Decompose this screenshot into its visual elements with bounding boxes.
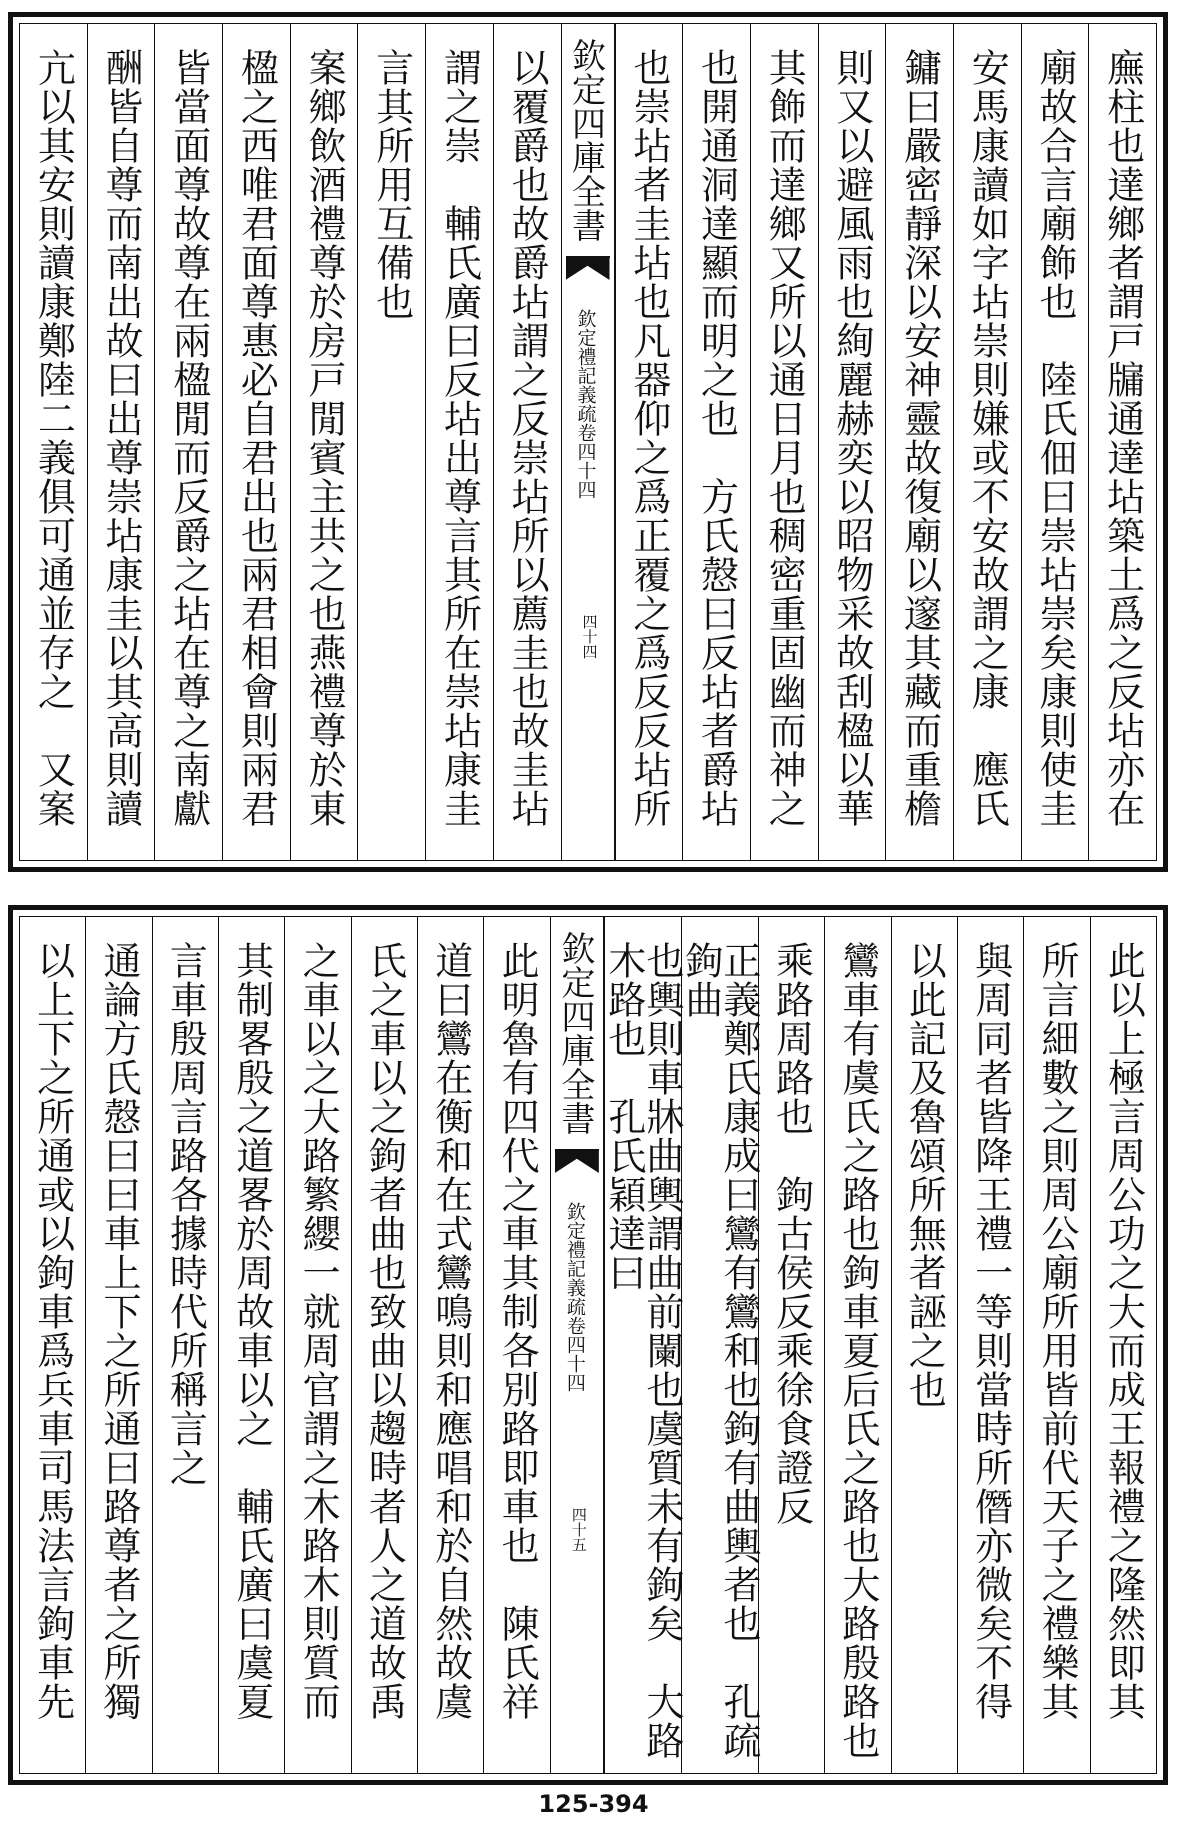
- column-text: 其制畧殷之道畧於周故車以之 輔氏廣曰虞夏: [229, 941, 274, 1721]
- text-column: [1090, 917, 1156, 1773]
- text-column: [222, 24, 290, 860]
- column-text: 所言細數之則周公廟所用皆前代天子之禮樂其: [1034, 941, 1079, 1721]
- text-column: [824, 917, 890, 1773]
- book-title: 欽定四庫全書: [554, 931, 595, 1135]
- column-text: 廟故合言廟飾也 陸氏佃曰崇坫崇矣康則使圭: [1032, 48, 1077, 828]
- column-text: 其飾而達鄉又所以通日月也稠密重固幽而神之: [762, 48, 807, 828]
- text-column: [483, 917, 549, 1773]
- text-column: [152, 917, 218, 1773]
- fishtail-mark-icon: [555, 1149, 599, 1181]
- column-text: 以上下之所通或以鉤車爲兵車司馬法言鉤車先: [30, 941, 75, 1721]
- column-text: 之車以之大路繁纓一就周官謂之木路木則質而: [296, 941, 341, 1721]
- bottom-page-columns: [20, 917, 1156, 1773]
- volume-title: 欽定禮記義疏卷四十四: [563, 1202, 586, 1392]
- text-column: [154, 24, 222, 860]
- column-text: 安馬康讀如字坫崇則嫌或不安故謂之康 應氏: [965, 48, 1010, 828]
- column-text: 正義鄭氏康成曰鸞有鸞和也鉤有曲輿者也 孔疏鉤曲: [678, 941, 761, 1760]
- column-text: 與周同者皆降王禮一等則當時所僭亦微矣不得: [968, 941, 1013, 1721]
- column-text: 言其所用互備也: [369, 48, 414, 321]
- column-text: 氏之車以之鉤者曲也致曲以趨時者人之道故禹: [362, 941, 407, 1721]
- text-column: [20, 917, 85, 1773]
- fishtail-mark-icon: [566, 256, 610, 288]
- text-column: [290, 24, 358, 860]
- column-text: 廡柱也達鄉者謂戸牖通達坫築土爲之反坫亦在: [1100, 48, 1145, 828]
- column-text: 也崇坫者圭坫也凡器仰之爲正覆之爲反反坫所: [626, 48, 671, 828]
- column-text: 以覆爵也故爵坫謂之反崇坫所以薦圭也故圭坫: [505, 48, 550, 828]
- text-column: [351, 917, 417, 1773]
- column-text: 也開通洞達顯而明之也 方氏慤曰反坫者爵坫: [694, 48, 739, 828]
- text-column: [284, 917, 350, 1773]
- text-column: [615, 24, 683, 860]
- page-number: 125-394: [538, 1790, 649, 1818]
- column-text: 酬皆自尊而南出故曰出尊崇坫康圭以其高則讀: [99, 48, 144, 828]
- text-column: [885, 24, 953, 860]
- column-text: 此明魯有四代之車其制各別路即車也 陳氏祥: [495, 941, 540, 1721]
- leaf-number: 四十五: [569, 1507, 588, 1552]
- text-column: [218, 917, 284, 1773]
- text-column: [758, 917, 824, 1773]
- top-page-frame: [8, 12, 1168, 872]
- column-text: 言車殷周言路各據時代所稱言之: [163, 941, 208, 1487]
- text-column: [601, 917, 684, 1773]
- column-text: 通論方氏慤曰曰車上下之所通曰路尊者之所獨: [97, 941, 141, 1721]
- text-column: [1088, 24, 1156, 860]
- text-column: [818, 24, 886, 860]
- volume-title: 欽定禮記義疏卷四十四: [574, 309, 597, 499]
- bottom-page-frame: [8, 905, 1168, 1785]
- text-column: [87, 24, 155, 860]
- column-text: 鏞曰嚴密靜深以安神靈故復廟以邃其藏而重檐: [897, 48, 942, 828]
- column-text: 皆當面尊故尊在兩楹閒而反爵之坫在尊之南獻: [166, 48, 211, 828]
- text-column: [20, 24, 87, 860]
- text-column: [678, 917, 761, 1773]
- text-column: [1021, 24, 1089, 860]
- fold-center-column: [561, 24, 615, 860]
- book-title: 欽定四庫全書: [565, 38, 606, 242]
- column-text: 則又以避風雨也絢麗赫奕以昭物采故刮楹以華: [829, 48, 874, 828]
- top-page-columns: [20, 24, 1156, 860]
- text-column: [357, 24, 425, 860]
- text-column: [953, 24, 1021, 860]
- text-column: [85, 917, 151, 1773]
- column-text: 案鄉飲酒禮尊於房戸閒賓主共之也燕禮尊於東: [302, 48, 347, 828]
- text-column: [682, 24, 750, 860]
- fold-center-column: [550, 917, 604, 1773]
- text-column: [750, 24, 818, 860]
- bottom-page-text-block: [19, 916, 1157, 1774]
- column-text: 亢以其安則讀康鄭陸二義俱可通並存之 又案: [31, 48, 76, 828]
- column-text: 此以上極言周公功之大而成王報禮之隆然即其: [1101, 941, 1146, 1721]
- text-column: [1023, 917, 1089, 1773]
- column-text: 以此記及魯頌所無者誣之也: [902, 941, 947, 1409]
- text-column: [425, 24, 493, 860]
- text-column: [957, 917, 1023, 1773]
- leaf-number: 四十四: [580, 614, 599, 659]
- top-page-text-block: [19, 23, 1157, 861]
- column-text: 鸞車有虞氏之路也鉤車夏后氏之路也大路殷路也: [835, 941, 880, 1760]
- column-text: 道曰鸞在衡和在式鸞鳴則和應唱和於自然故虞: [428, 941, 473, 1721]
- column-text: 謂之崇 輔氏廣曰反坫出尊言其所在崇坫康圭: [437, 48, 482, 828]
- column-text: 也輿則車牀曲輿謂曲前闌也虞質未有鉤矣 大路木路也 孔氏穎達曰: [601, 941, 684, 1760]
- text-column: [417, 917, 483, 1773]
- text-column: [891, 917, 957, 1773]
- column-text: 乘路周路也 鉤古侯反乘徐食證反: [769, 941, 814, 1526]
- column-text: 楹之西唯君面尊惠必自君出也兩君相會則兩君: [234, 48, 279, 828]
- text-column: [493, 24, 561, 860]
